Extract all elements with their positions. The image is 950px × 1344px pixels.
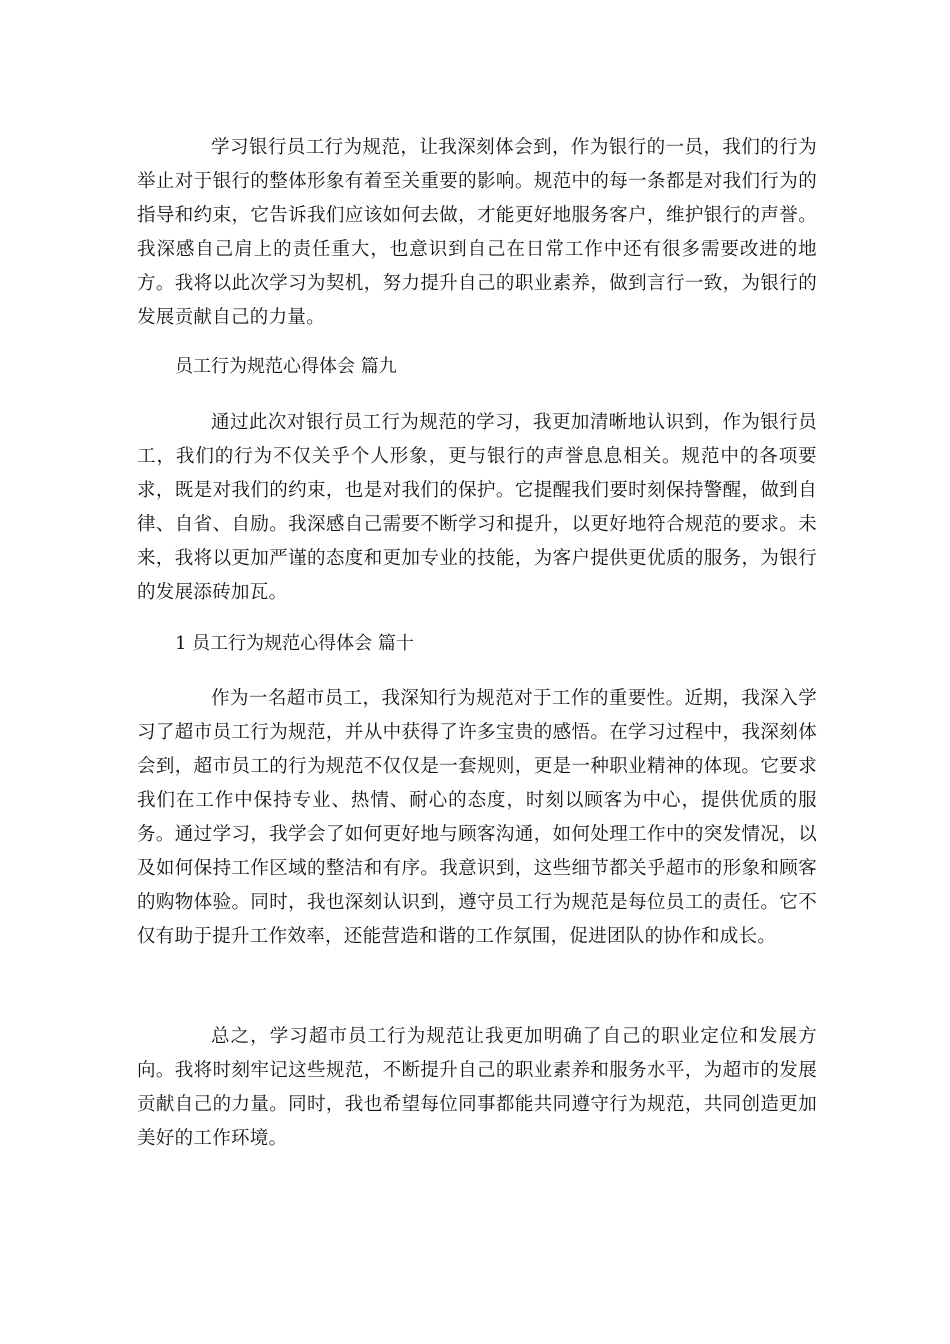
section-heading: 员工行为规范心得体会 篇九	[175, 356, 397, 377]
body-paragraph: 学习银行员工行为规范，让我深刻体会到，作为银行的一员，我们的行为举止对于银行的整体形象有着至关重要的影响。规范中的每一条都是对我们行为的指导和约束，它告诉我们应该如何去做，才能更好地服务客户，维护银行的声誉。我深感自己肩上的责任重大，也意识到自己在日常工作中还有很多需要改进的地方。我将以此次学习为契机，努力提升自己的职业素养，做到言行一致，为银行的发展贡献自己的力量。	[137, 137, 817, 328]
body-paragraph: 作为一名超市员工，我深知行为规范对于工作的重要性。近期，我深入学习了超市员工行为规范，并从中获得了许多宝贵的感悟。在学习过程中，我深刻体会到，超市员工的行为规范不仅仅是一套规则，更是一种职业精神的体现。它要求我们在工作中保持专业、热情、耐心的态度，时刻以顾客为中心，提供优质的服务。通过学习，我学会了如何更好地与顾客沟通，如何处理工作中的突发情况，以及如何保持工作区域的整洁和有序。我意识到，这些细节都关乎超市的形象和顾客的购物体验。同时，我也深刻认识到，遵守员工行为规范是每位员工的责任。它不仅有助于提升工作效率，还能营造和谐的工作氛围，促进团队的协作和成长。	[137, 688, 817, 947]
section-heading: 1 员工行为规范心得体会 篇十	[175, 633, 414, 654]
body-paragraph: 通过此次对银行员工行为规范的学习，我更加清晰地认识到，作为银行员工，我们的行为不仅关乎个人形象，更与银行的声誉息息相关。规范中的各项要求，既是对我们的约束，也是对我们的保护。它提醒我们要时刻保持警醒，做到自律、自省、自励。我深感自己需要不断学习和提升，以更好地符合规范的要求。未来，我将以更加严谨的态度和更加专业的技能，为客户提供更优质的服务，为银行的发展添砖加瓦。	[137, 412, 817, 603]
body-paragraph: 总之，学习超市员工行为规范让我更加明确了自己的职业定位和发展方向。我将时刻牢记这些规范，不断提升自己的职业素养和服务水平，为超市的发展贡献自己的力量。同时，我也希望每位同事都能共同遵守行为规范，共同创造更加美好的工作环境。	[137, 1026, 817, 1149]
